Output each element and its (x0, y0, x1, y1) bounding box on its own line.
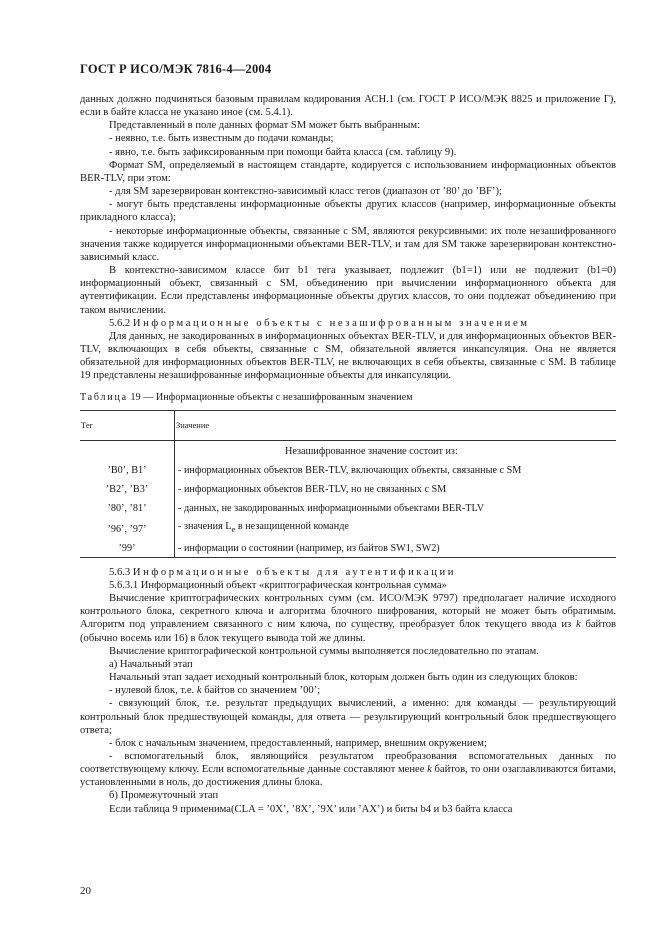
table-caption-text: 19 — Информационные объекты с незашифрованным значением (127, 392, 413, 404)
table-cell (80, 440, 175, 461)
table-row (80, 461, 616, 480)
text-run: Вычисление криптографических контрольных сумм (см. ИСО/МЭК 9797) предполагает наличие исходного контрольного блока, секретного ключа и алгоритма блочного шифрования, который не может быть обратимым. Алгоритм под управлением связанного с ним ключа, по существу, преобразует блок текущего ввода из (80, 593, 616, 631)
text-run: - нулевой блок, т.е. (109, 685, 197, 697)
table-header-row (80, 410, 616, 440)
column-header-tag: Тег (80, 410, 175, 440)
paragraph: Формат SM, определяемый в настоящем стандарте, кодируется с использованием информационных объектов BER-TLV, при этом: (80, 159, 616, 184)
section-number: 5.6.2 (109, 317, 131, 329)
list-item (80, 750, 616, 789)
paragraph (80, 592, 616, 645)
section-heading (80, 566, 616, 579)
table-intro-text: Незашифрованное значение состоит из: (285, 446, 458, 458)
table-cell-value: - информации о состоянии (например, из байтов SW1, SW2) (175, 538, 617, 558)
subscript: e (231, 523, 236, 534)
table-cell-value: - информационных объектов BER-TLV, включающих объекты, связанные с SM (178, 465, 522, 477)
list-item: - могут быть представлены информационные объекты других классов (например, информационные объекты прикладного класса); (80, 199, 616, 224)
list-item: - блок с начальным значением, предоставленный, например, внешним окружением; (109, 737, 487, 749)
list-item: - некоторые информационные объекты, связанные с SM, являются рекурсивными: их поле незашифрованного значения также кодируется информационными объектами BER-TLV, и там для SM также зарезервирован контекстно-зависимый класс. (80, 225, 616, 263)
section-number: 5.6.3 (109, 566, 131, 578)
italic-variable: k (575, 619, 581, 631)
list-heading: а) Начальный этап (109, 658, 193, 670)
table-cell-tag: ’96’, ’97’ (80, 518, 175, 538)
table-cell (175, 440, 617, 461)
table-cell-tag: ’B2’, ’B3’ (80, 480, 175, 499)
section-heading (80, 317, 616, 330)
table-cell-value: - данных, не закодированных информационными объектами BER-TLV (178, 503, 485, 515)
text-run: - вспомогательный блок, являющийся результатом преобразования вспомогательных данных по соответствующему ключу. Если вспомогательные данные составляют менее (80, 750, 616, 776)
table-cell-value: - информационных объектов BER-TLV, но не связанных с SM (178, 484, 447, 496)
section-title: Информационные объекты для аутентификации (132, 566, 457, 578)
page-number: 20 (80, 885, 91, 897)
paragraph: В контекстно-зависимом классе бит b1 тега указывает, подлежит (b1=1) или не подлежит (b1=0) информационный объект, связанный с SM, объединению при вычислении информационного объекта для аутентификации. Если представлены информационные объекты других классов, то они подлежат объединению при таком вычислении. (80, 265, 616, 316)
text-run: байтов, то они озаглавливаются битами, установленными в ноль, до достижения длины блока. (80, 764, 616, 789)
column-header-value: Значение (175, 410, 617, 440)
italic-variable: k (196, 685, 202, 697)
table-cell-tag: ’B0’, B1’ (80, 461, 175, 480)
table-cell-value (175, 518, 617, 538)
value-text: в незащищенной команде (235, 520, 349, 532)
page-header: ГОСТ Р ИСО/МЭК 7816-4—2004 (80, 62, 272, 76)
table-cell-tag: ’99’ (80, 538, 175, 558)
list-item: - неявно, т.е. быть известным до подачи команды; (109, 133, 334, 145)
table-row (80, 518, 616, 538)
table-row (80, 499, 616, 518)
list-item: - связующий блок, т.е. результат предыдущих вычислений, а именно: для команды — результирующий контрольный блок предшествующей команды, для ответа — результирующий контрольный блок предшествующего ответа; (80, 698, 616, 736)
table-row (80, 480, 616, 499)
data-table (80, 410, 616, 558)
list-heading: б) Промежуточный этап (109, 790, 219, 802)
table-caption-word: Таблица (80, 392, 128, 404)
paragraph: Представленный в поле данных формат SM может быть выбранным: (109, 120, 421, 132)
italic-variable: k (427, 764, 432, 776)
value-text: - значения L (178, 520, 232, 532)
table-row (80, 440, 616, 461)
text-run: байтов (обычно восемь или 16) в блок текущего вывода той же длины. (80, 619, 616, 644)
paragraph: Если таблица 9 применима(CLA = ’0X’, ’8X’, ’9X’ или ’AX’) и биты b4 и b3 байта класса (109, 803, 513, 815)
paragraph: данных должно подчиняться базовым правилам кодирования АСН.1 (см. ГОСТ Р ИСО/МЭК 8825 и приложение Г), если в байте класса не указано иное (см. 5.4.1). (80, 94, 616, 119)
table-cell-tag: ’80’, ’81’ (80, 499, 175, 518)
paragraph: Вычисление криптографической контрольной суммы выполняется последовательно по этапам. (109, 645, 539, 657)
table-caption (80, 391, 616, 404)
list-item (80, 684, 616, 697)
body-text (80, 93, 616, 816)
subsection-heading: 5.6.3.1 Информационный объект «криптографическая контрольная сумма» (109, 579, 447, 591)
list-item: - явно, т.е. быть зафиксированным при помощи байта класса (см. таблицу 9). (109, 146, 457, 158)
paragraph: Начальный этап задает исходный контрольный блок, которым должен быть один из следующих блоков: (109, 672, 578, 684)
paragraph: Для данных, не закодированных в информационных объектах BER-TLV, и для информационных объектов BER-TLV, включающих в себя объекты, связанные с SM, обязательной является инкапсуляция. Она не является обязательной для информационных объектов BER-TLV, не включающих в себя объекты, связанные с SM. В таблице 19 представлены незашифрованные информационные объекты для инкапсуляции. (80, 330, 616, 382)
list-item: - для SM зарезервирован контекстно-зависимый класс тегов (диапазон от ’80’ до ’BF’); (109, 186, 502, 198)
table-row (80, 538, 616, 558)
section-title: Информационные объекты с незашифрованным значением (132, 317, 530, 329)
text-run: байтов со значением ’00’; (201, 685, 321, 697)
